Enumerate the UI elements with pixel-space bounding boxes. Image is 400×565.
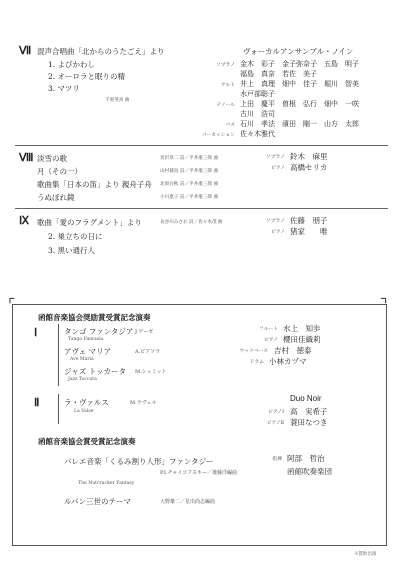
section-7-item-3: 3. マツリ	[48, 84, 80, 93]
section-8-credit: 山村暮鳥 詩／平井康三郎 曲	[160, 169, 219, 174]
piece-composer: J.ゲーゼ	[135, 329, 154, 335]
section-number-7: Ⅶ	[19, 45, 32, 57]
piece-composer: 大野雄二／星出尚志編曲	[160, 499, 216, 505]
performer-name: 函館吹奏楽団	[287, 467, 332, 476]
performer-role: ソプラノ	[265, 219, 285, 224]
piece-subtitle: Tango Fantasia	[68, 337, 104, 342]
performer-role: 指揮	[272, 457, 282, 462]
section-7-item-2: 2. オーロラと眠りの精	[48, 72, 126, 81]
performer-role: フルート	[259, 327, 278, 332]
section-number-8: Ⅷ	[19, 152, 34, 164]
performer-role: ピアノ	[263, 338, 278, 343]
section-8-credit: 北原白秋 詩／平井康三郎 曲	[160, 182, 219, 187]
section-9-item-1: 2. 巣立ちの日に	[48, 232, 103, 241]
roster-role: ソプラノ	[215, 63, 235, 68]
performer-name: 高橋セリカ	[290, 163, 328, 172]
piece-title: アヴェ マリア	[64, 347, 112, 356]
section-9-item-2: 3. 黒い通行人	[48, 246, 96, 255]
part-number-1: Ⅰ	[34, 327, 38, 339]
ensemble-name: ヴォーカルアンサンブル・ノイン	[243, 47, 354, 56]
part-1-bar	[58, 324, 59, 386]
roster-role: パーカッション	[201, 133, 235, 138]
piece-subtitle: La Valse	[74, 409, 94, 414]
bracket-ornament-left: ⌜	[8, 295, 16, 314]
performer-name: 櫻田佳織莉	[283, 335, 321, 344]
section-9-credit: 長谷川みさお 詩／佐々木茂 曲	[160, 220, 223, 225]
performer-name: 蓑田なつき	[290, 418, 328, 427]
piece-composer: A.ピアソラ	[135, 349, 161, 355]
performer-role: ピアノ	[270, 166, 285, 171]
section-number-9: Ⅸ	[19, 215, 30, 227]
piece-composer: P.I.チャイコフスキー／後藤洋編曲	[160, 470, 237, 476]
piece-subtitle: The Nutcracker Fantasy	[78, 481, 135, 486]
section-8-item-3: 歌曲集「日本の笛」より 親舟子舟	[37, 180, 152, 189]
performer-role: ソプラノ	[265, 155, 285, 160]
roster-names: 金木 彩子 金子弥奈子 五島 明子	[240, 60, 359, 68]
roster-role: テノール	[216, 103, 235, 108]
performer-role: ピアノⅡ	[266, 421, 284, 426]
part-2-bar	[58, 394, 59, 424]
piece-composer: M.シュミット	[135, 369, 167, 375]
roster-names: 井上 真理 畑中 佳子 堀川 智美	[240, 80, 359, 88]
performer-name: 佐藤 朋子	[290, 216, 328, 225]
performer-name: 小林カヅマ	[269, 357, 307, 366]
roster-role: アルト	[220, 83, 235, 88]
piece-title: ジャズ トッカータ	[64, 367, 127, 376]
roster-names: 石川 孝法 濱田 剛一 山方 太郎	[240, 120, 359, 128]
performer-name: 阿部 哲治	[287, 454, 325, 463]
performer-role: ピアノ	[270, 230, 285, 235]
roster-names: 佐々木雅代	[240, 130, 275, 138]
performer-role: ドラム	[249, 360, 264, 365]
piece-subtitle: Ave Maria	[70, 357, 94, 362]
performer-role: ピアノⅠ	[268, 410, 284, 415]
section-8-item-4: うぬぼれ鏡	[37, 193, 75, 202]
part-number-2: Ⅱ	[34, 397, 40, 409]
section-divider	[15, 208, 388, 209]
section-7-title: 混声合唱曲「北からのうたごえ」より	[37, 47, 165, 56]
performer-name: 吉村 徳泰	[274, 346, 312, 355]
roster-role: バス	[225, 123, 235, 128]
piece-title: バレエ音楽「くるみ割り人形」ファンタジー	[64, 457, 214, 466]
roster-names: 水戸部聡子	[240, 90, 275, 98]
section-8-credit: 小川恵子 詩／平井康三郎 曲	[160, 195, 219, 200]
piece-composer: M.ラヴェル	[130, 400, 157, 406]
section-7-item-1: 1. よびかわし	[48, 60, 96, 69]
section-8-item-2: 月（その一）	[37, 167, 82, 176]
performer-name: 猪家 唯	[290, 227, 328, 236]
performer-name: 高 実希子	[290, 407, 328, 416]
section-divider	[15, 145, 388, 146]
bracket-ornament-right: ⌝	[380, 295, 388, 314]
piece-subtitle: Jazz Toccata	[68, 377, 97, 382]
piece-title: タンゴ ファンタジア	[64, 327, 134, 336]
award-heading-1: 函館音楽協会奨励賞受賞記念演奏	[38, 313, 151, 322]
performer-name: 鈴木 麻里	[290, 152, 328, 161]
section-9-title: 歌曲「愛のフラグメント」より	[37, 218, 142, 227]
duo-name: Duo Noir	[290, 394, 322, 403]
roster-names: 古川 浩司	[240, 110, 275, 118]
roster-names: 上田 慶平 曽根 弘行 畑中 一咲	[240, 100, 359, 108]
performer-name: 水上 知歩	[283, 324, 321, 333]
section-8-credit: 宮沢章二 詩／平井康三郎 曲	[160, 156, 219, 161]
piece-title: ラ・ヴァルス	[64, 398, 109, 407]
footnote: ※賛助出演	[354, 552, 377, 557]
roster-names: 福島 真奈 若佐 美子	[240, 70, 317, 78]
piece-title: ルパン三世のテーマ	[64, 497, 131, 506]
performer-role: ウッドベース	[239, 349, 268, 354]
section-8-item-1: 淡雪の歌	[37, 154, 67, 163]
section-7-composer: 千原英喜 曲	[105, 98, 130, 103]
award-heading-2: 函館音楽協会賞受賞記念演奏	[38, 437, 136, 446]
